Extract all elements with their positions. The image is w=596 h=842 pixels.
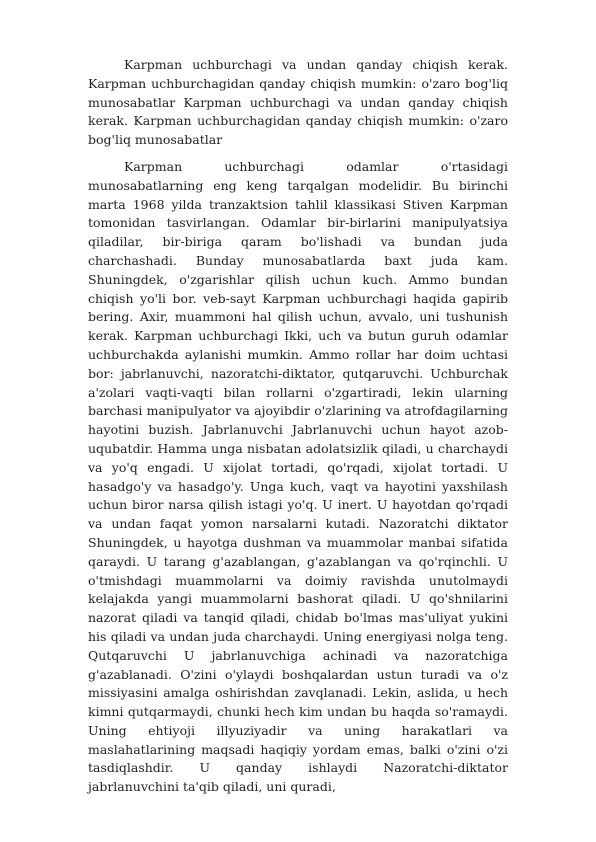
body-paragraph: Karpman uchburchagi odamlar o'rtasidagi munosabatlarning eng keng tarqalgan modelidir. Bu birinchi marta 1968 yilda tranzaktsion tahlil klassikasi Stiven Karpman tomonidan tasvirlangan. Odamlar bir-birlarini manipulyatsiya qiladilar, bir-biriga qaram bo'lishadi va bundan juda charchashadi. Bunday munosabatlarda baxt juda kam. Shuningdek, o'zgarishlar qilish uchun kuch. Ammo bundan chiqish yo'li bor. veb-sayt Karpman uchburchagi haqida gapirib bering. Axir, muammoni hal qilish uchun, avvalo, uni tushunish kerak. Karpman uchburchagi Ikki, uch va butun guruh odamlar uchburchakda aylanishi mumkin. Ammo rollar har doim uchtasi bor: jabrlanuvchi, nazoratchi-diktator, qutqaruvchi. Uchburchak a'zolari vaqti-vaqti bilan rollarni o'zgartiradi, lekin ularning barchasi manipulyator va ajoyibdir o'zlarining va atrofdagilarning hayotini buzish. Jabrlanuvchi Jabrlanuvchi uchun hayot azob-uqubatdir. Hamma unga nisbatan adolatsizlik qiladi, u charchaydi va yo'q engadi. U xijolat tortadi, qo'rqadi, xijolat tortadi. U hasadgo'y va hasadgo'y. Unga kuch, vaqt va hayotini yaxshilash uchun biror narsa qilish istagi yo'q. U inert. U hayotdan qo'rqadi va undan faqat yomon narsalarni kutadi. Nazoratchi diktator Shuningdek, u hayotga dushman va muammolar manbai sifatida qaraydi. U tarang g'azablangan, g'azablangan va qo'rqinchli. U o'tmishdagi muammolarni va doimiy ravishda unutolmaydi kelajakda yangi muammolarni bashorat qiladi. U qo'shnilarini nazorat qiladi va tanqid qiladi, chidab bo'lmas mas'uliyat yukini his qiladi va undan juda charchaydi. Uning energiyasi nolga teng. Qutqaruvchi U jabrlanuvchiga achinadi va nazoratchiga g'azablanadi. O'zini o'ylaydi boshqalardan ustun turadi va o'z missiyasini amalga oshirishdan zavqlanadi. Lekin, aslida, u hech kimni qutqarmaydi, chunki hech kim undan bu haqda so'ramaydi. Uning ehtiyoji illyuziyadir va uning harakatlari va maslahatlarining maqsadi haqiqiy yordam emas, balki o'zini o'zi tasdiqlashdir. U qanday ishlaydi Nazoratchi-diktator jabrlanuvchini ta'qib qiladi, uni quradi,: [88, 158, 508, 795]
intro-paragraph: Karpman uchburchagi va undan qanday chiqish kerak. Karpman uchburchagidan qanday chiqish mumkin: o'zaro bog'liq munosabatlar Karpman uchburchagi va undan qanday chiqish kerak. Karpman uchburchagidan qanday chiqish mumkin: o'zaro bog'liq munosabatlar: [88, 57, 508, 148]
document-page: [88, 56, 508, 797]
